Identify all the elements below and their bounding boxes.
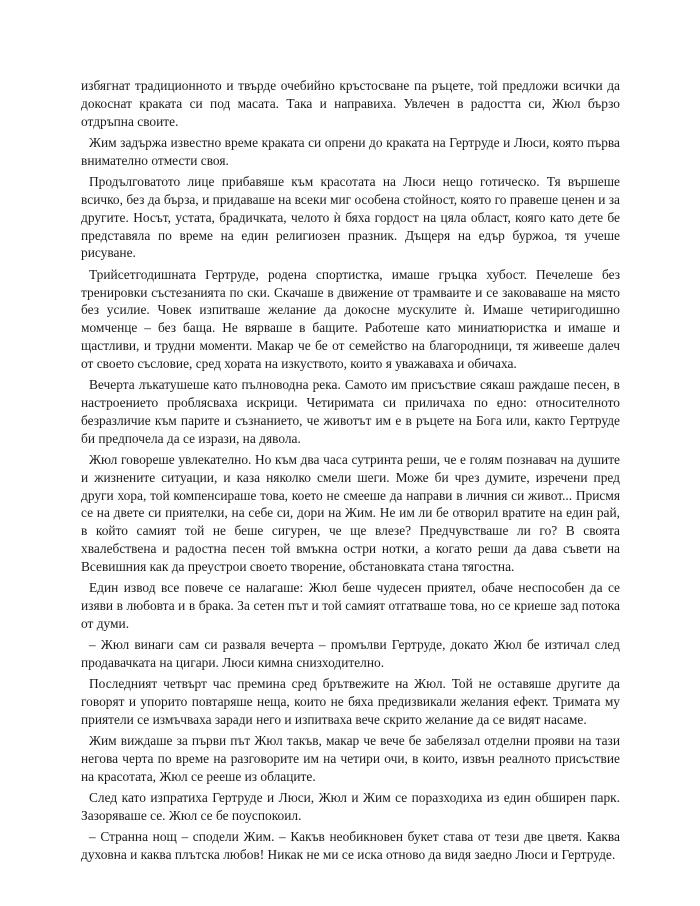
paragraph: избягнат традиционното и твърде очебийно кръстосване па ръцете, той предложи всички да докоснат краката си под масата. Така и направиха. Увлечен в радостта си, Жюл бързо отдръпна своите.	[81, 78, 620, 129]
paragraph: Вечерта лъкатушеше като пълноводна река. Самото им присъствие сякаш раждаше песен, в настроението проблясваха искрици. Четиримата си приличаха по едно: относителното безразличие към парите и съзнанието, че животът им е в ръцете на Бога или, както Гертруде би предпочела да се изрази, на дявола.	[81, 377, 620, 446]
paragraph: Продълговатото лице прибавяше към красотата на Люси нещо готическо. Тя вършеше всичко, без да бърза, и придаваше на всеки миг особена стойност, която го правеше ценен и за другите. Носът, устата, брадичката, челото ѝ бяха гордост на цяла област, кояго като дете бе представяла по време на един религиозен празник. Дъщеря на едър буржоа, тя учеше рисуване.	[81, 174, 620, 261]
paragraph: След като изпратиха Гертруде и Люси, Жюл и Жим се поразходиха из един обширен парк. Зазоряваше се. Жюл се бе поуспокоил.	[81, 790, 620, 824]
paragraph: Жюл говореше увлекателно. Но към два часа сутринта реши, че е голям познавач на душите и жизнените ситуации, и каза няколко смели шеги. Може би чрез думите, изречени пред други хора, той компенсираше това, което не смееше да направи в личния си живот... Присмя се на двете си приятелки, на себе си, дори на Жим. Не им ли бе отворил вратите на един рай, в който самият той не беше сигурен, че ще влезе? Предчувстваше ли го? В своята хвалебствена и радостна песен той вмъкна остри нотки, а когато реши да дава съвети на Всевишния как да преустрои своето творение, обстановката стана тягостна.	[81, 451, 620, 574]
paragraph: Жим задържа известно време краката си опрени до краката на Гертруде и Люси, която първа внимателно отмести своя.	[81, 134, 620, 168]
body-text	[81, 77, 620, 868]
paragraph: Последният четвърт час премина сред брътвежите на Жюл. Той не оставяше другите да говорят и упорито повтаряше неща, които не бяха предизвикали желания ефект. Тримата му приятели се измъчваха заради него и изпитваха вече скрито желание да се видят насаме.	[81, 676, 620, 727]
paragraph: Един извод все повече се налагаше: Жюл беше чудесен приятел, обаче неспособен да се изяви в любовта и в брака. За сетен път и той самият отгатваше това, но се криеше зад потока от думи.	[81, 580, 620, 631]
paragraph: Жим виждаше за първи път Жюл такъв, макар че вече бе забелязал отделни прояви на тази негова черта по време на разговорите им на четири очи, в които, извън реалното присъствие на красотата, Жюл се рееше из облаците.	[81, 733, 620, 784]
paragraph: – Жюл винаги сам си разваля вечерта – промълви Гертруде, докато Жюл бе изтичал след продавачката на цигари. Люси кимна снизходително.	[81, 637, 620, 670]
paragraph: Трийсетгодишната Гертруде, родена спортистка, имаше гръцка хубост. Печелеше без тренировки състезанията по ски. Скачаше в движение от трамваите и се заковаваше на място без усилие. Човек изпитваше желание да докосне мускулите ѝ. Имаше четиригодишно момченце – без баща. Не вярваше в бащите. Работеше като миниатюристка и имаше и щастливи, и трудни моменти. Макар че бе от семейство на благородници, тя живееше далеч от своето съсловие, сред хората на изкуството, които я уважаваха и обичаха.	[81, 266, 620, 371]
paragraph: – Странна нощ – сподели Жим. – Какъв необикновен букет става от тези две цветя. Каква духовна и каква плътска любов! Никак не ми се иска отново да видя заедно Люси и Гертруде.	[81, 829, 620, 863]
